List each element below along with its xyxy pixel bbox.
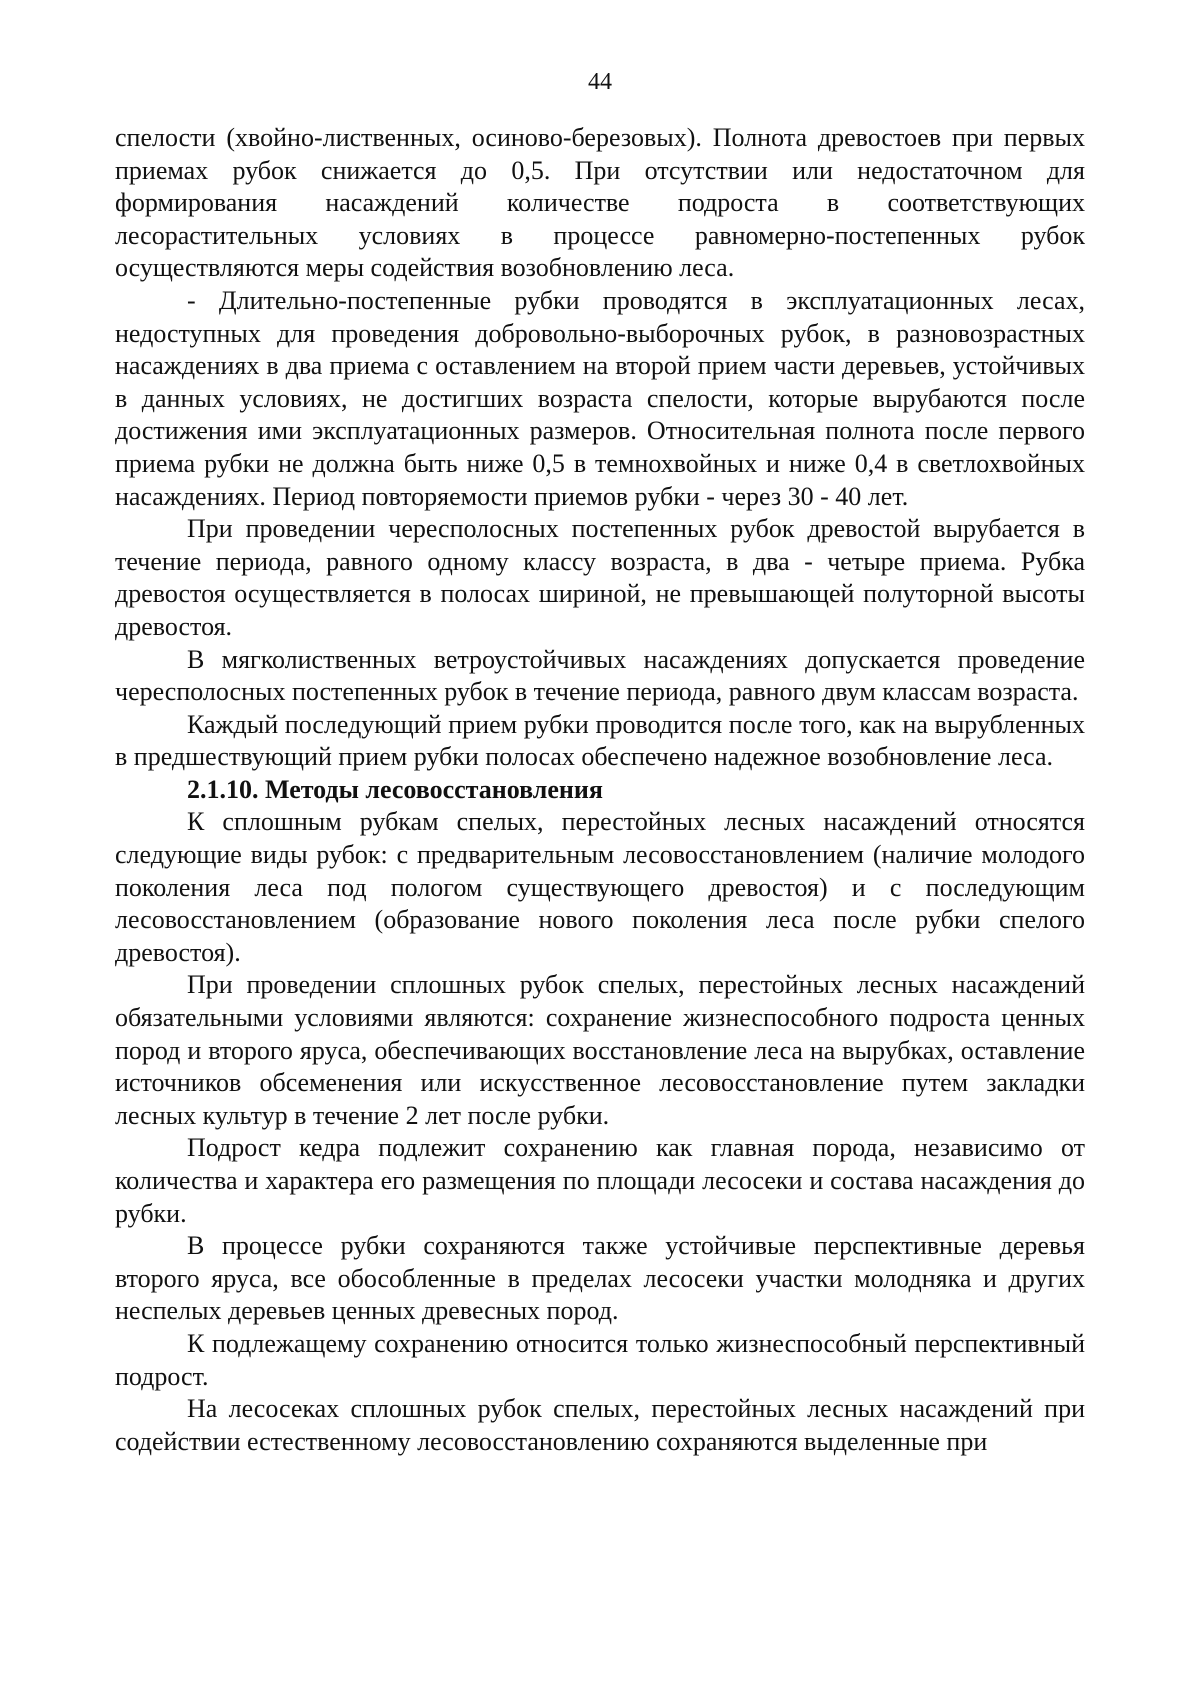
paragraph-8: Подрост кедра подлежит сохранению как главная порода, независимо от количества и характера его размещения по площади лесосеки и состава насаждения до рубки. <box>115 1133 1085 1228</box>
paragraph-7: При проведении сплошных рубок спелых, перестойных лесных насаждений обязательными условиями являются: сохранение жизнеспособного подроста ценных пород и второго яруса, обеспечивающих восстановление леса на вырубках, оставление источников обсеменения или искусственное лесовосстановление путем закладки лесных культур в течение 2 лет после рубки. <box>115 970 1085 1130</box>
paragraph-5: Каждый последующий прием рубки проводится после того, как на вырубленных в предшествующий прием рубки полосах обеспечено надежное возобновление леса. <box>115 709 1085 772</box>
paragraph-9: В процессе рубки сохраняются также устойчивые перспективные деревья второго яруса, все обособленные в пределах лесосеки участки молодняка и других неспелых деревьев ценных древесных пород. <box>115 1231 1085 1326</box>
document-body <box>115 122 1085 1458</box>
paragraph-6: К сплошным рубкам спелых, перестойных лесных насаждений относятся следующие виды рубок: с предварительным лесовосстановлением (наличие молодого поколения леса под пологом существующего древостоя) и с последующим лесовосстановлением (образование нового поколения леса после рубки спелого древостоя). <box>115 807 1085 967</box>
paragraph-11: На лесосеках сплошных рубок спелых, перестойных лесных насаждений при содействии естественному лесовосстановлению сохраняются выделенные при <box>115 1394 1085 1456</box>
page-number: 44 <box>588 69 612 95</box>
paragraph-10: К подлежащему сохранению относится только жизнеспособный перспективный подрост. <box>115 1328 1085 1391</box>
paragraph-2: - Длительно-постепенные рубки проводятся в эксплуатационных лесах, недоступных для проведения добровольно-выборочных рубок, в разновозрастных насаждениях в два приема с оставлением на второй прием части деревьев, устойчивых в данных условиях, не достигших возраста спелости, которые вырубаются после достижения ими эксплуатационных размеров. Относительная полнота после первого приема рубки не должна быть ниже 0,5 в темнохвойных и ниже 0,4 в светлохвойных насаждениях. Период повторяемости приемов рубки - через 30 - 40 лет. <box>115 285 1085 511</box>
section-heading: 2.1.10. Методы лесовосстановления <box>187 774 603 804</box>
paragraph-3: При проведении чересполосных постепенных рубок древостой вырубается в течение периода, равного одному классу возраста, в два - четыре приема. Рубка древостоя осуществляется в полосах шириной, не превышающей полуторной высоты древостоя. <box>115 514 1085 641</box>
paragraph-4: В мягколиственных ветроустойчивых насаждениях допускается проведение чересполосных постепенных рубок в течение периода, равного двум классам возраста. <box>115 644 1085 707</box>
paragraph-1: спелости (хвойно-лиственных, осиново-березовых). Полнота древостоев при первых приемах рубок снижается до 0,5. При отсутствии или недостаточном для формирования насаждений количестве подроста в соответствующих лесорастительных условиях в процессе равномерно-постепенных рубок осуществляются меры содействия возобновлению леса. <box>115 123 1085 283</box>
